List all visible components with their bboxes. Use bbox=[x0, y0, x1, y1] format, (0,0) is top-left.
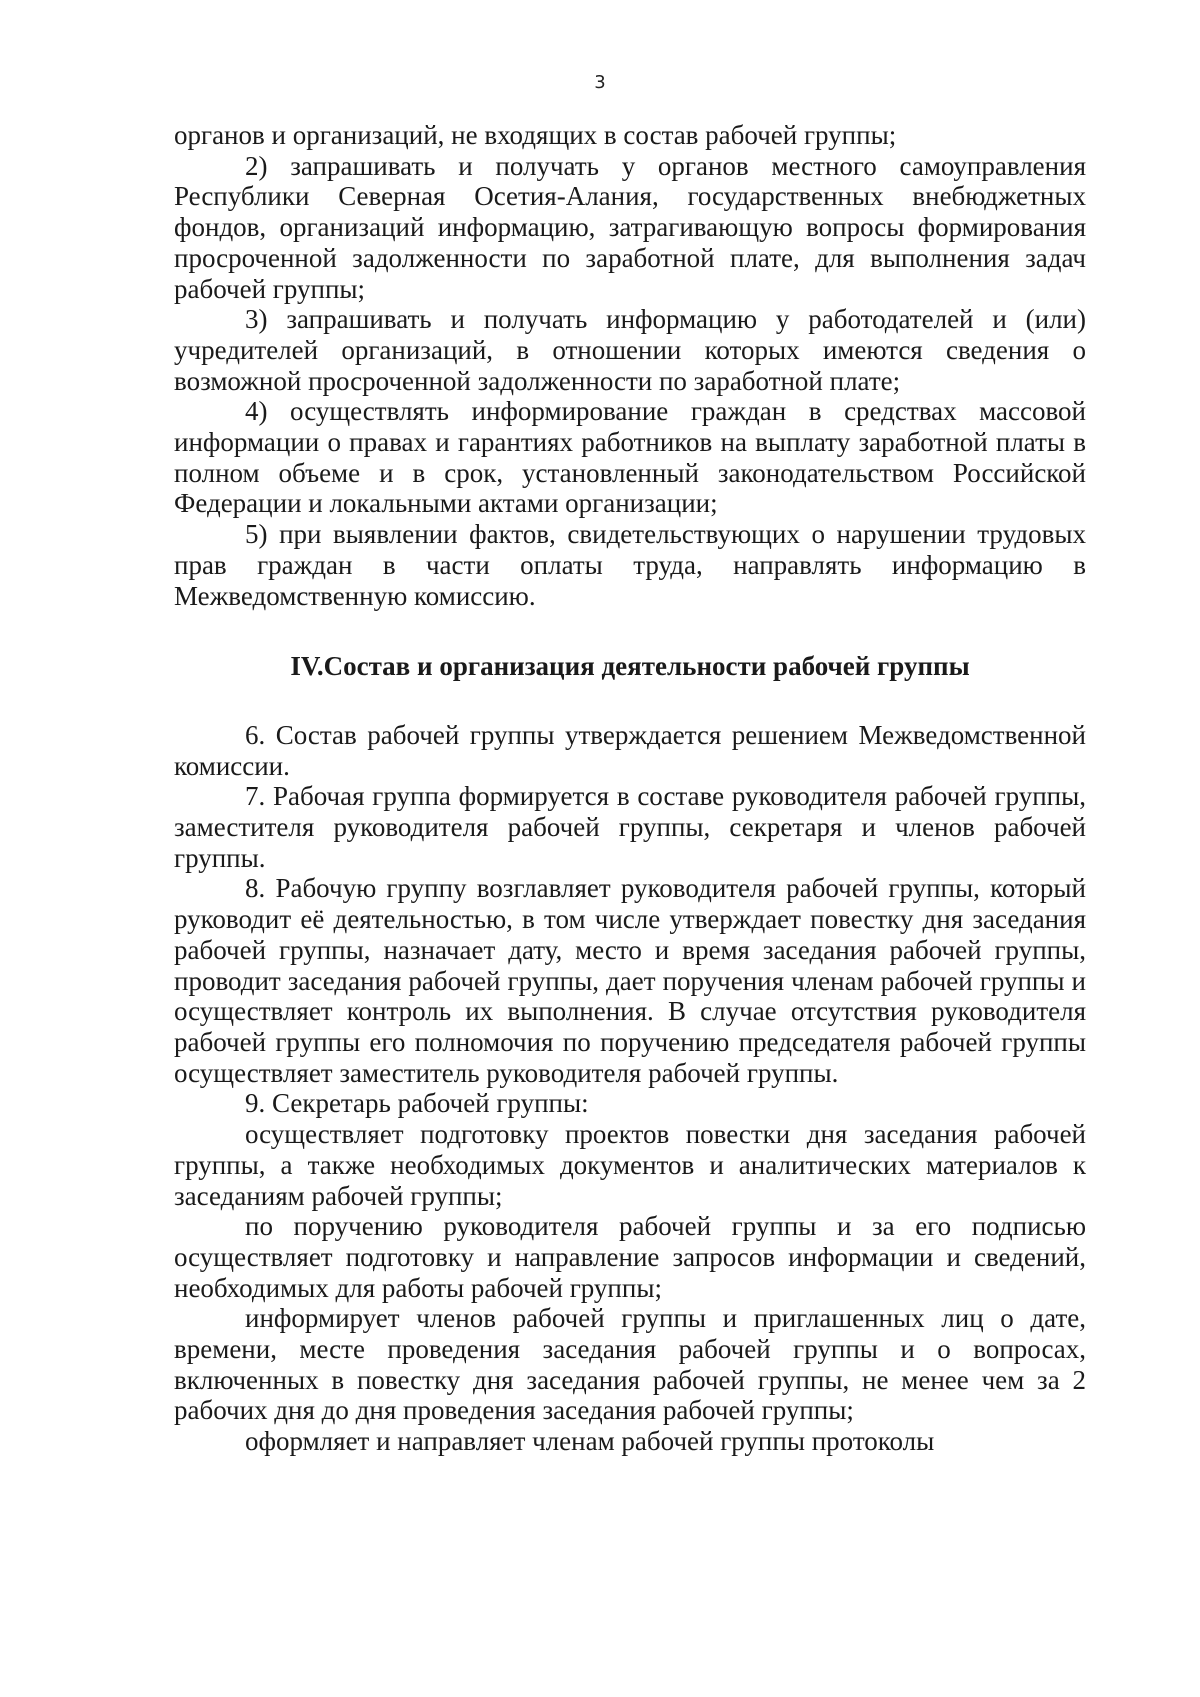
paragraph-clause-7: 7. Рабочая группа формируется в составе руководителя рабочей группы, заместителя руководителя рабочей группы, секретаря и членов рабочей группы. bbox=[174, 781, 1086, 873]
paragraph-clause-9: 9. Секретарь рабочей группы: bbox=[245, 1088, 589, 1119]
paragraph-item-4: 4) осуществлять информирование граждан в средствах массовой информации о правах и гарантиях работников на выплату заработной платы в полном объеме и в срок, установленный законодательством Российской Федерации и локальными актами организации; bbox=[174, 396, 1086, 519]
paragraph-item-3: 3) запрашивать и получать информацию у работодателей и (или) учредителей организаций, в отношении которых имеются сведения о возможной просроченной задолженности по заработной плате; bbox=[174, 304, 1086, 396]
document-body bbox=[174, 120, 1086, 1457]
paragraph-secretary-duty-4: оформляет и направляет членам рабочей группы протоколы bbox=[245, 1426, 935, 1457]
paragraph-continuation: органов и организаций, не входящих в состав рабочей группы; bbox=[174, 120, 897, 150]
section-heading: IV.Состав и организация деятельности рабочей группы bbox=[290, 651, 970, 682]
paragraph-clause-6: 6. Состав рабочей группы утверждается решением Межведомственной комиссии. bbox=[174, 719, 1086, 781]
paragraph-item-5: 5) при выявлении фактов, свидетельствующих о нарушении трудовых прав граждан в части оплаты труда, направлять информацию в Межведомственную комиссию. bbox=[174, 519, 1086, 611]
paragraph-item-2: 2) запрашивать и получать у органов местного самоуправления Республики Северная Осетия-Алания, государственных внебюджетных фондов, организаций информацию, затрагивающую вопросы формирования просроченной задолженности по заработной плате, для выполнения задач рабочей группы; bbox=[174, 150, 1086, 304]
paragraph-secretary-duty-3: информирует членов рабочей группы и приглашенных лиц о дате, времени, месте проведения заседания рабочей группы и о вопросах, включенных в повестку дня заседания рабочей группы, не менее чем за 2 рабочих дня до дня проведения заседания рабочей группы; bbox=[174, 1303, 1086, 1426]
page-number: 3 bbox=[594, 72, 606, 93]
paragraph-secretary-duty-2: по поручению руководителя рабочей группы и за его подписью осуществляет подготовку и направление запросов информации и сведений, необходимых для работы рабочей группы; bbox=[174, 1211, 1086, 1303]
paragraph-clause-8: 8. Рабочую группу возглавляет руководителя рабочей группы, который руководит её деятельностью, в том числе утверждает повестку дня заседания рабочей группы, назначает дату, место и время заседания рабочей группы, проводит заседания рабочей группы, дает поручения членам рабочей группы и осуществляет контроль их выполнения. В случае отсутствия руководителя рабочей группы его полномочия по поручению председателя рабочей группы осуществляет заместитель руководителя рабочей группы. bbox=[174, 873, 1086, 1088]
paragraph-secretary-duty-1: осуществляет подготовку проектов повестки дня заседания рабочей группы, а также необходимых документов и аналитических материалов к заседаниям рабочей группы; bbox=[174, 1119, 1086, 1211]
